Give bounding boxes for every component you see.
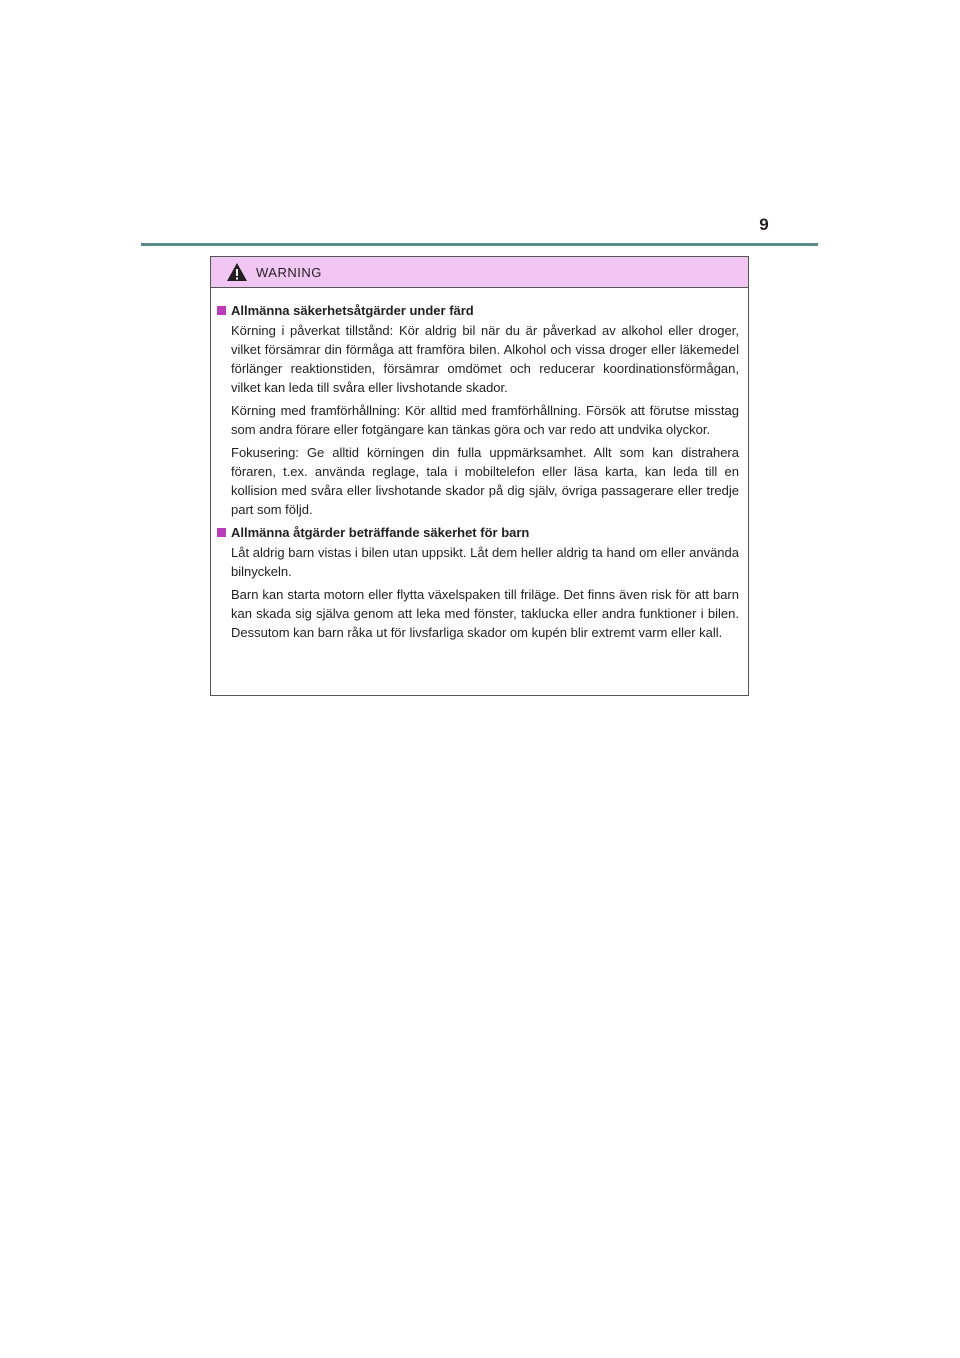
warning-body: [211, 288, 748, 642]
paragraph: Körning med framförhållning: Kör alltid med framförhållning. Försök att förutse misstag som andra förare eller fotgängare kan tänkas göra och var redo att undvika olyckor.: [231, 403, 739, 437]
square-bullet-icon: [217, 306, 226, 315]
square-bullet-icon: [217, 528, 226, 537]
warning-box: [210, 256, 749, 696]
warning-title: WARNING: [256, 264, 322, 280]
section-heading: [217, 523, 739, 542]
paragraph: Barn kan starta motorn eller flytta växelspaken till friläge. Det finns även risk för att barn kan skada sig själva genom att leka med fönster, taklucka eller andra funktioner i bilen. Dessutom kan barn råka ut för livsfarliga skador om kupén blir extremt varm eller kall.: [231, 587, 739, 640]
paragraph: Fokusering: Ge alltid körningen din fulla uppmärksamhet. Allt som kan distrahera föraren, t.ex. använda reglage, tala i mobiltelefon eller läsa karta, kan leda till en kollision med svåra eller livshotande skador på dig själv, övriga passagerare eller tredje part som följd.: [231, 445, 739, 517]
paragraph: Körning i påverkat tillstånd: Kör aldrig bil när du är påverkad av alkohol eller droger, vilket försämrar din förmåga att framföra bilen. Alkohol och vissa droger eller läkemedel förlänger reaktionstiden, försämrar omdömet och reducerar koordinationsförmågan, vilket kan leda till svåra eller livshotande skador.: [231, 323, 739, 395]
section-heading-text: Allmänna åtgärder beträffande säkerhet för barn: [231, 525, 530, 540]
section-heading: [217, 301, 739, 320]
warning-header: [211, 257, 748, 288]
section-heading-text: Allmänna säkerhetsåtgärder under färd: [231, 303, 474, 318]
warning-triangle-icon: [226, 262, 248, 282]
section-driving-safety: [217, 301, 739, 519]
paragraph: Låt aldrig barn vistas i bilen utan uppsikt. Låt dem heller aldrig ta hand om eller använda bilnyckeln.: [231, 545, 739, 579]
page-number: 9: [759, 215, 769, 234]
section-child-safety: [217, 523, 739, 642]
header-rule: [141, 243, 818, 246]
